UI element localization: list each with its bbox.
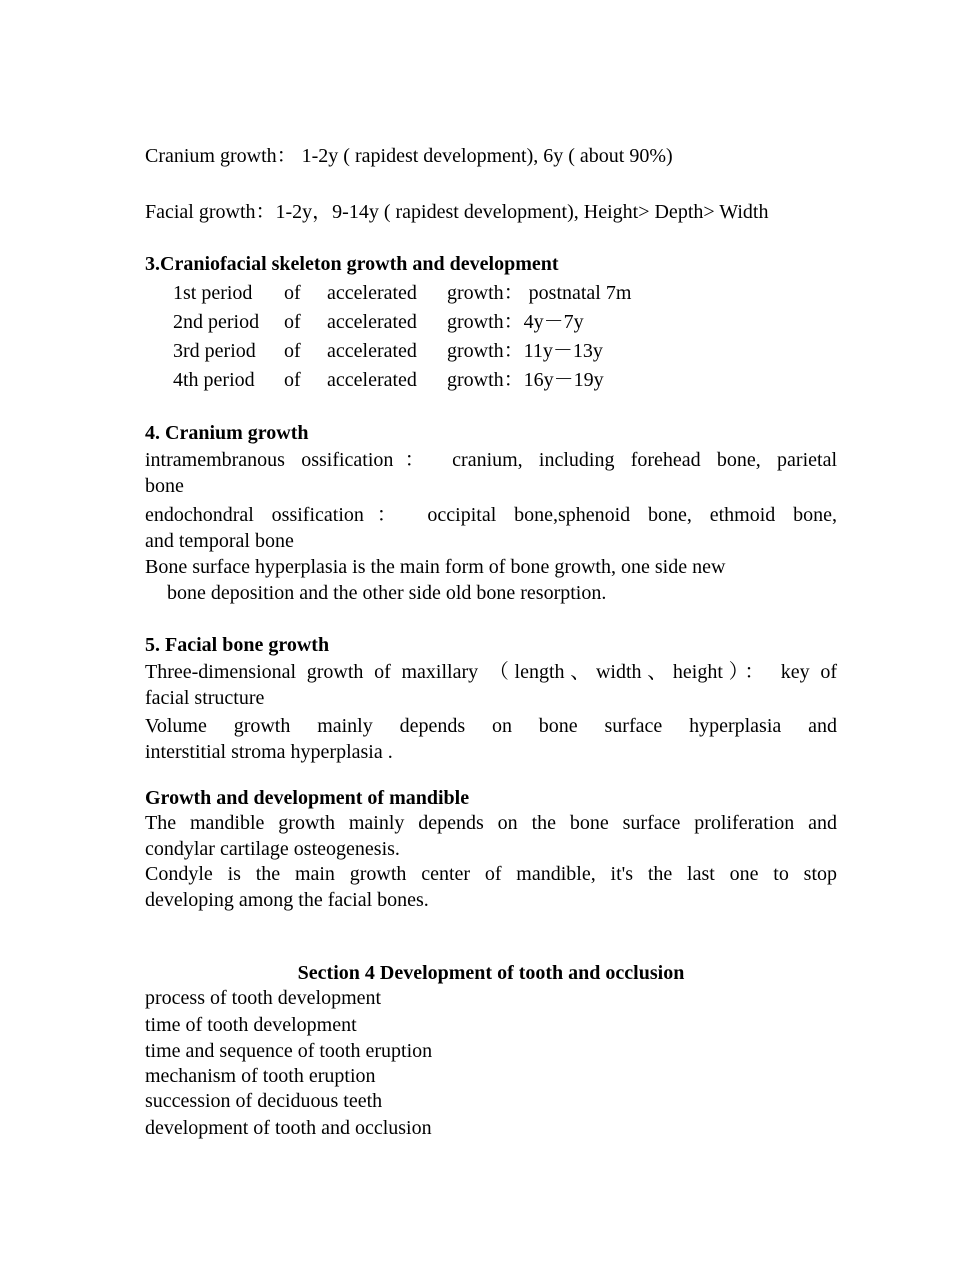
mandible-para2-line-1: Condyle is the main growth center of mandible, it's the last one to stop (145, 863, 837, 885)
tooth-list-item: mechanism of tooth eruption (145, 1065, 376, 1087)
section3-heading: 3.Craniofacial skeleton growth and development (145, 253, 559, 275)
tooth-list-item: development of tooth and occlusion (145, 1117, 432, 1139)
intramembranous-line-1: intramembranous ossification： cranium, including forehead bone, parietal (145, 449, 837, 471)
three-dimensional-line-1: Three-dimensional growth of maxillary （length、width、height）： key of (145, 661, 837, 683)
endochondral-line-2: and temporal bone (145, 530, 294, 552)
mandible-para1-line-1: The mandible growth mainly depends on the bone surface proliferation and (145, 812, 837, 834)
bone-surface-line-1: Bone surface hyperplasia is the main form of bone growth, one side new (145, 556, 726, 578)
tooth-list-item: succession of deciduous teeth (145, 1090, 383, 1112)
volume-line-1: Volume growth mainly depends on bone surface hyperplasia and (145, 715, 837, 737)
period-row-3: 3rd period of accelerated growth：11y－13y (173, 340, 603, 362)
mandible-heading: Growth and development of mandible (145, 787, 470, 809)
period-row-2: 2nd period of accelerated growth：4y－7y (173, 311, 584, 333)
tooth-list-item: time of tooth development (145, 1014, 357, 1036)
section4-heading: 4. Cranium growth (145, 422, 309, 444)
section-tooth-heading: Section 4 Development of tooth and occlusion (297, 962, 685, 984)
facial-growth-line: Facial growth：1-2y，9-14y ( rapidest development), Height> Depth> Width (145, 201, 769, 223)
endochondral-line-1: endochondral ossification： occipital bone,sphenoid bone, ethmoid bone, (145, 504, 837, 526)
mandible-para1-line-2: condylar cartilage osteogenesis. (145, 838, 400, 860)
bone-surface-line-2: bone deposition and the other side old bone resorption. (167, 582, 607, 604)
section5-heading: 5. Facial bone growth (145, 634, 330, 656)
tooth-list-item: process of tooth development (145, 987, 382, 1009)
cranium-growth-line: Cranium growth： 1-2y ( rapidest development), 6y ( about 90%) (145, 145, 673, 167)
tooth-list-item: time and sequence of tooth eruption (145, 1040, 433, 1062)
mandible-para2-line-2: developing among the facial bones. (145, 889, 429, 911)
three-dimensional-line-2: facial structure (145, 687, 265, 709)
intramembranous-line-2: bone (145, 475, 184, 497)
period-row-1: 1st period of accelerated growth： postnatal 7m (173, 282, 632, 304)
volume-line-2: interstitial stroma hyperplasia . (145, 741, 393, 763)
period-row-4: 4th period of accelerated growth：16y－19y (173, 369, 604, 391)
